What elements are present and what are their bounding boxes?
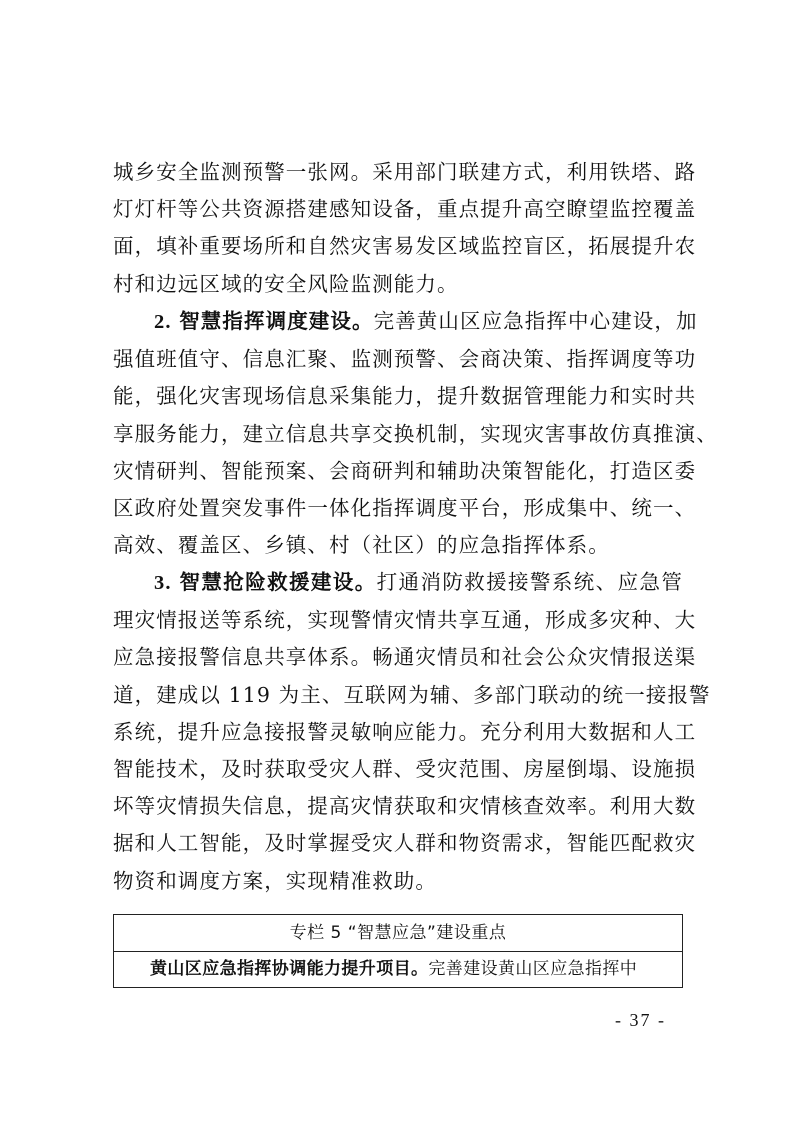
heading-line <box>113 564 683 602</box>
box-row-heading: 黄山区应急指挥协调能力提升项目。 <box>150 959 429 979</box>
heading-line-text: 完善黄山区应急指挥中心建设，加 <box>373 309 698 333</box>
paragraph-command-dispatch <box>113 303 718 564</box>
section-heading: 智慧指挥调度建设。 <box>179 309 374 333</box>
text-line: 高效、覆盖区、乡镇、村（社区）的应急指挥体系。 <box>113 533 610 558</box>
text-line: 应急接报警信息共享体系。畅通灾情员和社会公众灾情报送渠 <box>113 645 697 670</box>
page-number: - 37 - <box>615 1010 666 1030</box>
text-line: 区政府处置突发事件一体化指挥调度平台，形成集中、统一、 <box>113 496 697 521</box>
text-line: 坏等灾情损失信息，提高灾情获取和灾情核查效率。利用大数 <box>113 794 697 819</box>
text-line: 强值班值守、信息汇聚、监测预警、会商决策、指挥调度等功 <box>113 347 697 372</box>
text-line: 物资和调度方案，实现精准救助。 <box>113 868 437 893</box>
text-line: 面，填补重要场所和自然灾害易发区域监控盲区，拓展提升农 <box>113 234 697 259</box>
box-row-text: 完善建设黄山区应急指挥中 <box>428 959 638 979</box>
text-line: 系统，提升应急接报警灵敏响应能力。充分利用大数据和人工 <box>113 719 697 744</box>
text-line: 据和人工智能，及时掌握受灾人群和物资需求，智能匹配救灾 <box>113 831 697 856</box>
section-heading: 智慧抢险救援建设。 <box>179 570 377 594</box>
heading-line-text: 打通消防救援接警系统、应急管 <box>376 570 683 594</box>
text-line: 理灾情报送等系统，实现警情灾情共享互通，形成多灾种、大 <box>113 608 697 633</box>
paragraph-monitoring <box>113 154 697 303</box>
text-line: 道，建成以 119 为主、互联网为辅、多部门联动的统一接报警 <box>113 682 711 707</box>
text-line: 智能技术，及时获取受灾人群、受灾范围、房屋倒塌、设施损 <box>113 757 697 782</box>
heading-number: 2. <box>154 311 172 333</box>
column-box <box>113 914 683 988</box>
text-line: 享服务能力，建立信息共享交换机制，实现灾害事故仿真推演、 <box>113 421 718 446</box>
text-line: 灯灯杆等公共资源搭建感知设备，重点提升高空瞭望监控覆盖 <box>113 197 697 222</box>
heading-line <box>113 303 698 341</box>
box-title: 专栏 5 “智慧应急”建设重点 <box>114 915 682 952</box>
text-line: 能，强化灾害现场信息采集能力，提升数据管理能力和实时共 <box>113 384 697 409</box>
box-row <box>114 952 682 986</box>
heading-number: 3. <box>154 572 172 594</box>
paragraph-rescue <box>113 564 711 900</box>
text-line: 村和边远区域的安全风险监测能力。 <box>113 271 459 296</box>
text-line: 灾情研判、智能预案、会商研判和辅助决策智能化，打造区委 <box>113 458 697 483</box>
text-line: 城乡安全监测预警一张网。采用部门联建方式，利用铁塔、路 <box>113 160 697 184</box>
